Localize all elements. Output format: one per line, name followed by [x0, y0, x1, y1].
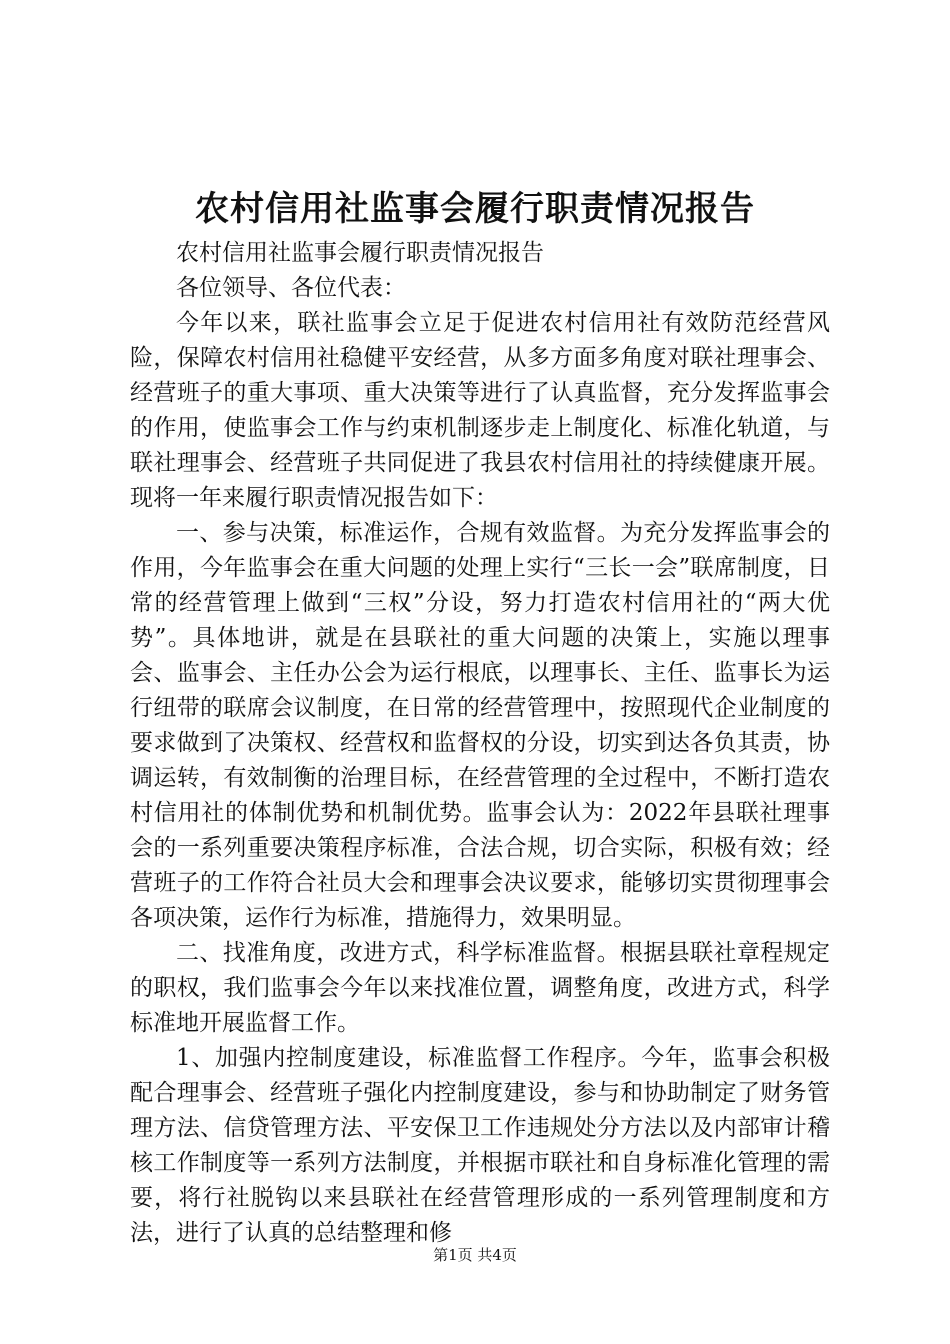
paragraph-section-2: 二、找准角度，改进方式，科学标准监督。根据县联社章程规定的职权，我们监事会今年以来找准位置，调整角度，改进方式，科学标准地开展监督工作。 — [130, 940, 830, 1036]
document-title: 农村信用社监事会履行职责情况报告 — [195, 189, 755, 229]
paragraph-intro: 今年以来，联社监事会立足于促进农村信用社有效防范经营风险，保障农村信用社稳健平安经营，从多方面多角度对联社理事会、经营班子的重大事项、重大决策等进行了认真监督，充分发挥监事会的作用，使监事会工作与约束机制逐步走上制度化、标准化轨道，与联社理事会、经营班子共同促进了我县农村信用社的持续健康开展。现将一年来履行职责情况报告如下： — [130, 310, 830, 511]
paragraph-salutation: 各位领导、各位代表： — [176, 275, 406, 301]
page-number-footer: 第1页 共4页 — [433, 1246, 517, 1264]
document-body — [130, 236, 830, 1251]
paragraph-subtitle: 农村信用社监事会履行职责情况报告 — [176, 240, 544, 266]
paragraph-section-1: 一、参与决策，标准运作，合规有效监督。为充分发挥监事会的作用，今年监事会在重大问题的处理上实行“三长一会”联席制度，日常的经营管理上做到“三权”分设，努力打造农村信用社的“两大优势”。具体地讲，就是在县联社的重大问题的决策上，实施以理事会、监事会、主任办公会为运行根底，以理事长、主任、监事长为运行纽带的联席会议制度，在日常的经营管理中，按照现代企业制度的要求做到了决策权、经营权和监督权的分设，切实到达各负其责，协调运转，有效制衡的治理目标，在经营管理的全过程中，不断打造农村信用社的体制优势和机制优势。监事会认为：2022年县联社理事会的一系列重要决策程序标准，合法合规，切合实际，积极有效；经营班子的工作符合社员大会和理事会决议要求，能够切实贯彻理事会各项决策，运作行为标准，措施得力，效果明显。 — [130, 520, 830, 931]
paragraph-section-2-item-1: 1、加强内控制度建设，标准监督工作程序。今年，监事会积极配合理事会、经营班子强化内控制度建设，参与和协助制定了财务管理方法、信贷管理方法、平安保卫工作违规处分方法以及内部审计稽核工作制度等一系列方法制度，并根据市联社和自身标准化管理的需要，将行社脱钩以来县联社在经营管理形成的一系列管理制度和方法，进行了认真的总结整理和修 — [130, 1045, 830, 1246]
